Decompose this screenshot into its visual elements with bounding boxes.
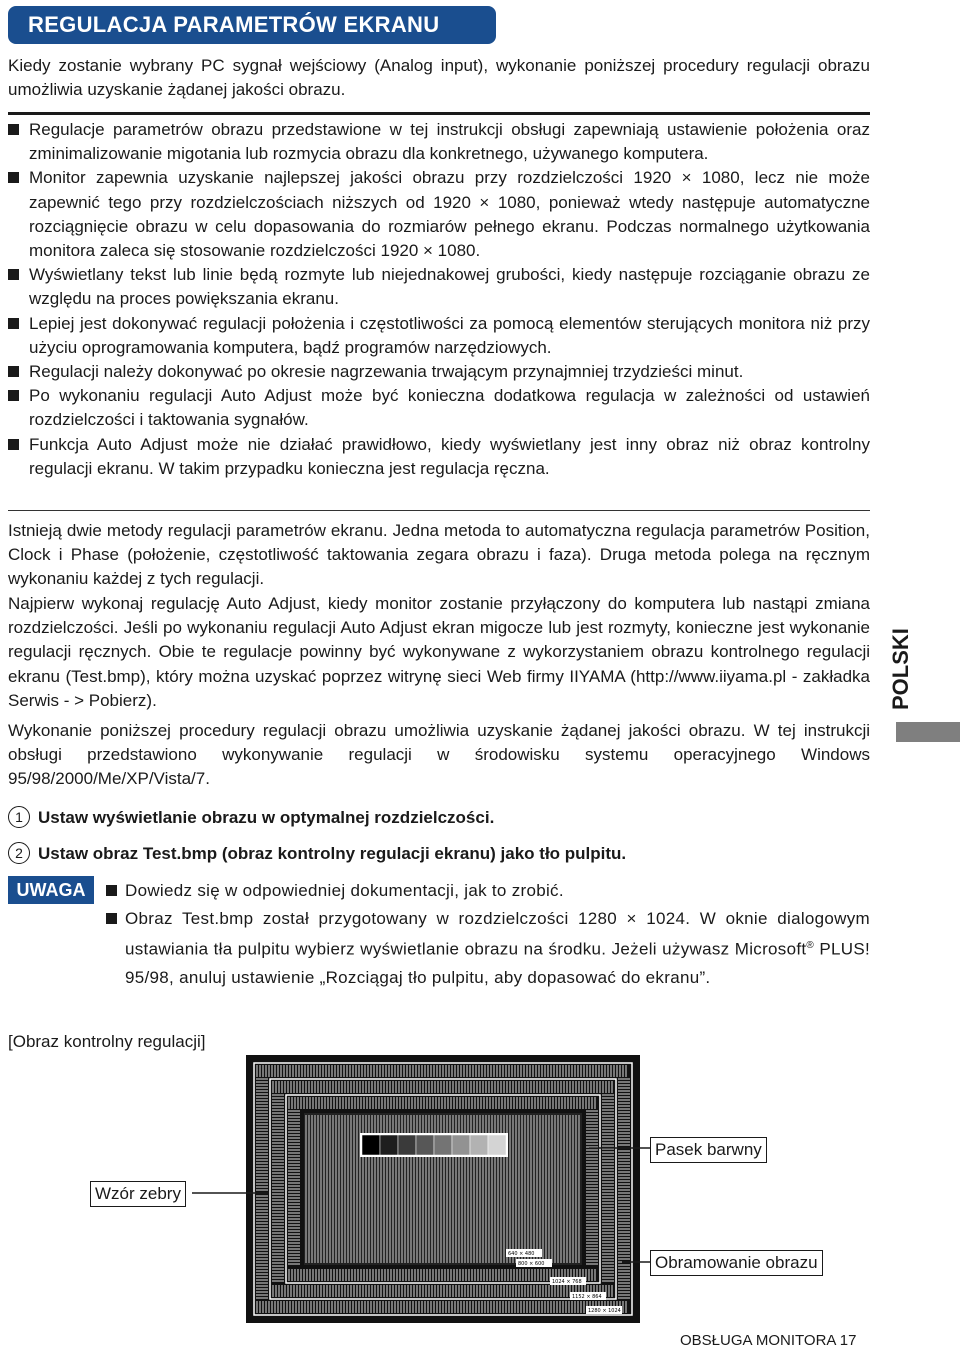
auto-adjust-paragraph: Najpierw wykonaj regulację Auto Adjust, kiedy monitor zostanie przyłączony do komputera lub nastąpi zmiana rozdzielczości. Jeśli po wykonaniu regulacji Auto Adjust ekran migocze lub jest rozmyty, konieczne jest wykonanie regulacji ręcznych. Obie te regulacje powinny być wykonywane z wykorzystaniem obrazu kontrolnego regulacji ekranu (Test.bmp), który można uzyskać poprzez witrynę sieci Web firmy IIYAMA (http://www.iiyama.pl - zakładka Serwis - > Pobierz). [8, 594, 870, 710]
figure-caption: [Obraz kontrolny regulacji] [8, 1032, 206, 1051]
list-item: Regulacje parametrów obrazu przedstawione w tej instrukcji obsługi zapewniają ustawienie położenia oraz zminimalizowanie migotania lub rozmycia obrazu dla konkretnego, używanego komputera. [8, 118, 870, 166]
page-title: REGULACJA PARAMETRÓW EKRANU [8, 6, 496, 44]
color-bar-callout: Pasek barwny [650, 1137, 767, 1163]
list-item: Wyświetlany tekst lub linie będą rozmyte lub niejednakowej grubości, kiedy następuje rozciąganie obrazu ze względu na proces powiększania ekranu. [8, 263, 870, 311]
list-item: Monitor zapewnia uzyskanie najlepszej jakości obrazu przy rozdzielczości 1920 × 1080, lecz nie może zapewnić tego przy rozdzielczościach niższych od 1920 × 1080, ponieważ wtedy następuje automatyczne rozciągnięcie obrazu w celu dopasowania do rozmiarów pełnego ekranu. Podczas normalnego użytkowania monitora zaleca się stosowanie rozdzielczości 1920 × 1080. [8, 166, 870, 263]
language-label: POLSKI [888, 628, 913, 710]
step-text: Ustaw obraz Test.bmp (obraz kontrolny regulacji ekranu) jako tło pulpitu. [38, 844, 627, 863]
list-item: Po wykonaniu regulacji Auto Adjust może być konieczna dodatkowa regulacja w zależności od ustawień rozdzielczości i taktowania sygnałów. [8, 384, 870, 432]
frame-callout: Obramowanie obrazu [650, 1250, 823, 1276]
list-item: Funkcja Auto Adjust może nie działać prawidłowo, kiedy wyświetlany jest inny obraz niż obraz kontrolny regulacji ekranu. W takim przypadku konieczna jest regulacja ręczna. [8, 433, 870, 481]
registered-mark: ® [806, 940, 815, 952]
step-number: 1 [8, 806, 30, 828]
resolution-label: 1280 × 1024 [588, 1308, 621, 1314]
resolution-label: 1024 × 768 [552, 1279, 582, 1285]
list-item: Obraz Test.bmp został przygotowany w rozdzielczości 1280 × 1024. W oknie dialogowym ustawiania tła pulpitu wybierz wyświetlanie obrazu na środku. Jeżeli używasz Microsoft® PLUS! 95/98, anuluj ustawienie „Rozciągaj tło pulpitu, aby dopasować do ekranu”. [106, 905, 870, 992]
resolution-label: 1152 × 864 [572, 1294, 602, 1300]
intro-paragraph: Kiedy zostanie wybrany PC sygnał wejściowy (Analog input), wykonanie poniższej procedury regulacji obrazu umożliwia uzyskanie żądanej jakości obrazu. [8, 56, 870, 100]
step-number: 2 [8, 842, 30, 864]
resolution-label: 800 × 600 [518, 1261, 545, 1267]
list-item: Dowiedz się w odpowiedniej dokumentacji, jak to zrobić. [106, 877, 870, 905]
language-tab [874, 610, 934, 740]
list-item: Regulacji należy dokonywać po okresie nagrzewania trwającym przynajmniej trzydzieści minut. [8, 360, 870, 384]
resolution-label: 640 × 480 [508, 1251, 535, 1257]
warning-badge: UWAGA [8, 876, 94, 904]
page-footer: OBSŁUGA MONITORA 17 [680, 1332, 857, 1349]
procedure-paragraph: Wykonanie poniższej procedury regulacji obrazu umożliwia uzyskanie żądanej jakości obrazu. W tej instrukcji obsługi przedstawiono wykonywanie regulacji w środowisku systemu operacyjnego Windows 95/98/2000/Me/XP/Vista/7. [8, 721, 870, 789]
list-item: Lepiej jest dokonywać regulacji położenia i częstotliwości za pomocą elementów sterujących monitora niż przy użyciu oprogramowania komputera, bądź programów narzędziowych. [8, 312, 870, 360]
zebra-callout: Wzór zebry [90, 1181, 186, 1207]
step-text: Ustaw wyświetlanie obrazu w optymalnej rozdzielczości. [38, 808, 495, 827]
language-tab-bar [896, 722, 960, 742]
methods-paragraph: Istnieją dwie metody regulacji parametrów ekranu. Jedna metoda to automatyczna regulacja parametrów Position, Clock i Phase (położenie, częstotliwość taktowania zegara obrazu i faza). Druga metoda polega na ręcznym wykonaniu każdej z tych regulacji. [8, 521, 870, 589]
